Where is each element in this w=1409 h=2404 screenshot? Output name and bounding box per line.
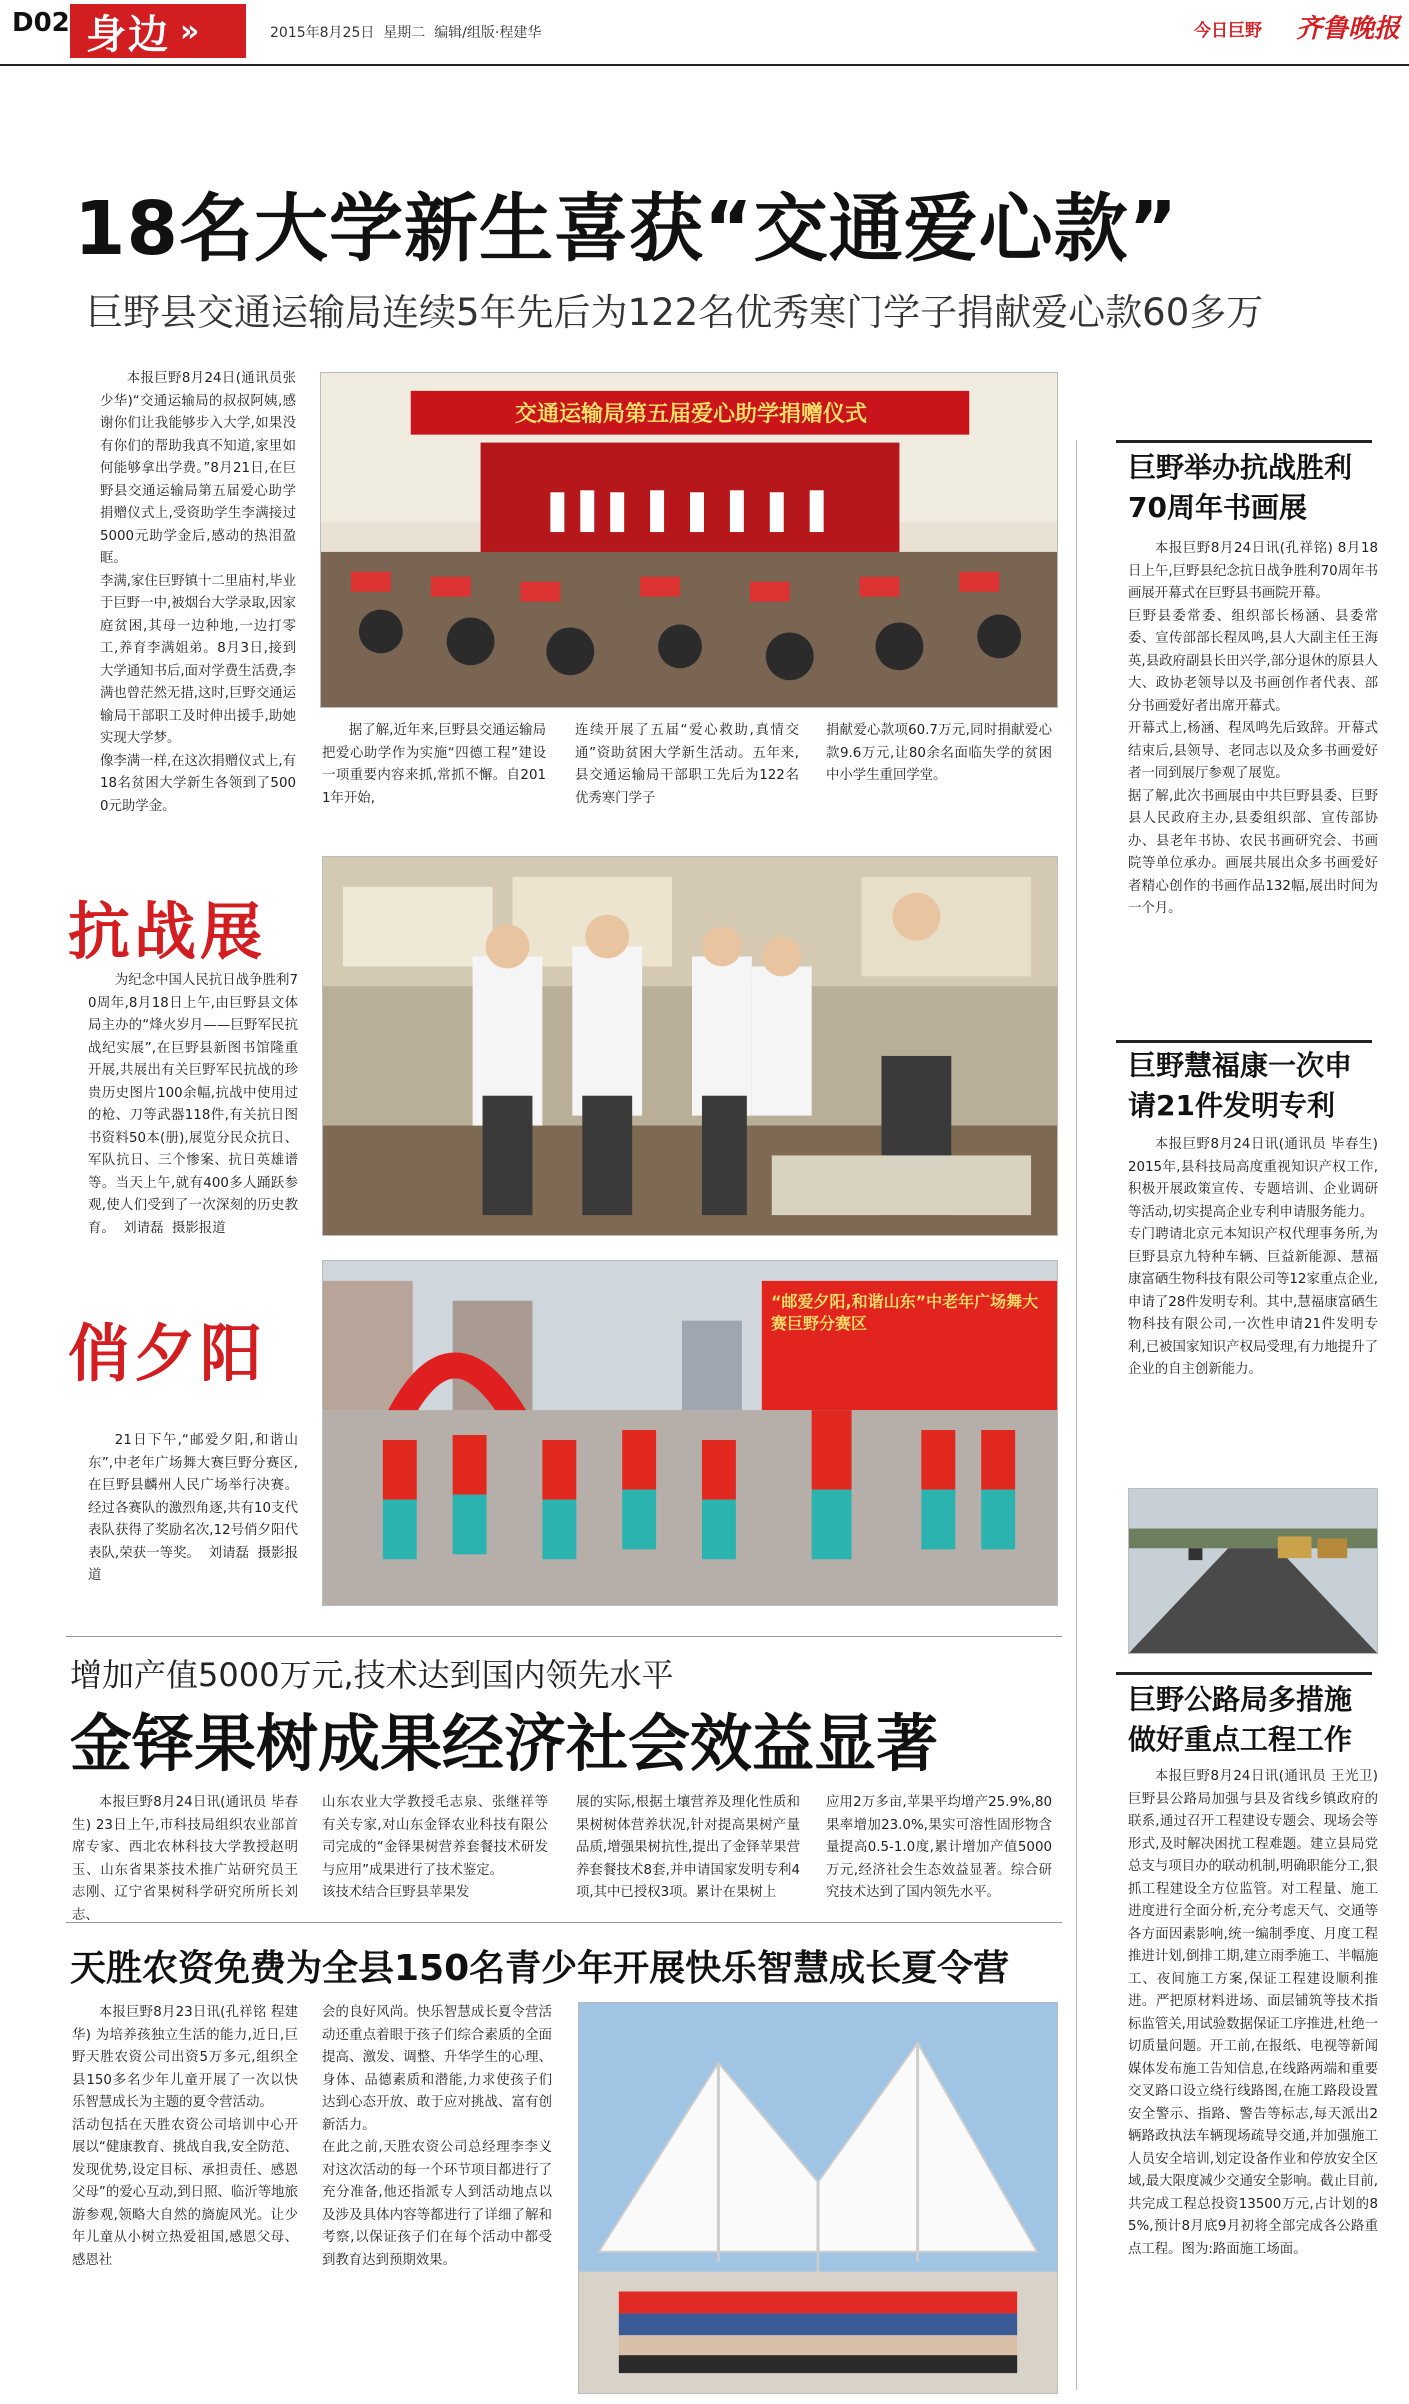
road-photo [1128, 1488, 1378, 1654]
exhibit-photo [322, 856, 1058, 1236]
fruit-top-rule [66, 1636, 1062, 1637]
fruit-col-4: 应用2万多亩,苹果平均增产25.9%,80果率增加23.0%,果实可溶性固形物含量提高0.5-1.0度,累计增加产值5000万元,经济社会生态效益显著。综合研究技术达到了国内领先水平。 [826, 1795, 1052, 1900]
donation-photo-banner: 交通运输局第五届爱心助学捐赠仪式 [514, 402, 867, 427]
side-road-title: 巨野公路局多措施做好重点工程工作 [1128, 1683, 1353, 1756]
exhibit-title: 抗战展 [68, 895, 267, 968]
brand-logo: 齐鲁晚报 [1296, 14, 1401, 44]
side-patent-text: 本报巨野8月24日讯(通讯员 毕春生) 2015年,县科技局高度重视知识产权工作,积极开展政策宣传、专题培训、企业调研等活动,切实提高企业专利申请服务能力。 专门聘请北京元本知识产权代理事务所,为巨野县京九特种车辆、巨益新能源、慧福康富硒生物科技有限公司等12家重点企业,申请了28件发明专利。其中,慧福康富硒生物科技有限公司,一次性申请21件发明专利,已被国家知识产权局受理,有力地提升了企业的自主创新能力。 [1128, 1137, 1378, 1377]
dance-photo-banner: “邮爱夕阳,和谐山东”中老年广场舞大赛巨野分赛区 [771, 1292, 1039, 1333]
section-tag [70, 4, 246, 58]
dance-photo [322, 1260, 1058, 1606]
side-road-rule [1116, 1672, 1372, 1675]
side-patent-title: 巨野慧福康一次申请21件发明专利 [1128, 1049, 1353, 1122]
sunset-title: 俏夕阳 [68, 1317, 267, 1390]
fruit-col-2: 山东农业大学教授毛志泉、张继祥等有关专家,对山东金铎农业科技有限公司完成的“金铎果树营养套餐技术研发与应用”成果进行了技术鉴定。 该技术结合巨野县苹果发 [322, 1795, 548, 1900]
side-exhibit-title: 巨野举办抗战胜利70周年书画展 [1128, 451, 1353, 524]
side-patent-rule [1116, 1040, 1372, 1043]
camp-col-1: 本报巨野8月23日讯(孔祥铭 程建华) 为培养孩独立生活的能力,近日,巨野天胜农资公司出资5万多元,组织全县150多名少年儿童开展了一次以快乐智慧成长为主题的夏令营活动。 活动包括在天胜农资公司培训中心开展以“健康教育、挑战自我,安全防范、发现优势,设定目标、承担责任、感恩父母”的爱心互动,到日照、临沂等地旅游参观,领略大自然的旖旎风光。让少年儿童从小树立热爱祖国,感恩父母、感恩社 [72, 2005, 298, 2268]
exhibit-text: 为纪念中国人民抗日战争胜利70周年,8月18日上午,由巨野县文体局主办的“烽火岁月——巨野军民抗战纪实展”,在巨野县新图书馆隆重开展,共展出有关巨野军民抗战的珍贵历史图片100余幅,抗战中使用过的枪、刀等武器118件,有关抗日图书资料50本(册),展览分民众抗日、军队抗日、三个惨案、抗日英雄谱等。当天上午,就有400多人踊跃参观,使人们受到了一次深刻的历史教育。 刘请磊 摄影报道 [88, 973, 298, 1236]
fruit-kicker: 增加产值5000万元,技术达到国内领先水平 [70, 1656, 674, 1694]
lead-col-3: 连续开展了五届“爱心救助,真情交通”资助贫困大学新生活动。五年来,县交通运输局干部职工先后为122名优秀寒门学子 [575, 723, 799, 806]
lead-col-1: 本报巨野8月24日(通讯员张少华)“交通运输局的叔叔阿姨,感谢你们让我能够步入大学,如果没有你们的帮助我真不知道,家里如何能够拿出学费。”8月21日,在巨野县交通运输局第五届爱心助学捐赠仪式上,受资助学生李满接过5000元助学金后,感动的热泪盈眶。 李满,家住巨野镇十二里庙村,毕业于巨野一中,被烟台大学录取,因家庭贫困,其母一边种地,一边打零工,养育李满姐弟。8月3日,接到大学通知书后,面对学费生活费,李满也曾茫然无措,这时,巨野交通运输局干部职工及时伸出援手,助她实现大学梦。 像李满一样,在这次捐赠仪式上,有18名贫困大学新生各领到了5000元助学金。 [100, 371, 296, 814]
lead-col-4: 捐献爱心款项60.7万元,同时捐献爱心款9.6万元,让80余名面临失学的贫困中小学生重回学堂。 [826, 723, 1052, 783]
camp-photo [578, 2002, 1058, 2394]
brand-small: 今日巨野 [1194, 21, 1262, 41]
section-label: 身边 [86, 11, 170, 58]
chevron-right-icon: » [180, 13, 200, 49]
sunset-text: 21日下午,“邮爱夕阳,和谐山东”,中老年广场舞大赛巨野分赛区,在巨野县麟州人民广场举行决赛。经过各赛队的激烈角逐,共有10支代表队获得了奖励名次,12号俏夕阳代表队,荣获一等奖。 刘请磊 摄影报道 [88, 1433, 298, 1583]
fruit-title: 金铎果树成果经济社会效益显著 [70, 1707, 939, 1780]
lead-title: 18名大学新生喜获“交通爱心款” [74, 186, 1179, 272]
fruit-col-1: 本报巨野8月24日讯(通讯员 毕春生) 23日上午,市科技局组织农业部首席专家、西北农林科技大学教授赵明玉、山东省果茶技术推广站研究员王志刚、辽宁省果树科学研究所所长刘志、 [72, 1795, 298, 1923]
fruit-col-3: 展的实际,根据土壤营养及理化性质和果树树体营养状况,针对提高果树产量品质,增强果树抗性,提出了金铎苹果营养套餐技术8套,并申请国家发明专利4项,其中已授权3项。累计在果树上 [576, 1795, 800, 1900]
side-road-text: 本报巨野8月24日讯(通讯员 王光卫) 巨野县公路局加强与县及省线乡镇政府的联系,通过召开工程建设专题会、现场会等形式,及时解决困扰工程难题。建立县局党总支与项目办的联动机制,明确职能分工,狠抓工程建设全方位监管。对工程量、施工进度进行全面分析,充分考虑天气、交通等各方面因素影响,统一编制季度、月度工程推进计划,倒排工期,建立雨季施工、半幅施工、夜间施工方案,保证工程建设顺利推进。严把原材料进场、面层铺筑等技术指标监管关,用试验数据保证工序推进,杜绝一切质量问题。开工前,在报纸、电视等新闻媒体发布施工告知信息,在线路两端和重要交叉路口设立绕行线路图,在施工路段设置安全警示、指路、警告等标志,每天派出2辆路政执法车辆现场疏导交通,并加强施工人员安全培训,划定设备作业和停放安全区域,最大限度减少交通安全影响。截止目前,共完成工程总投资13500万元,占计划的85%,预计8月底9月初将全部完成各公路重点工程。图为:路面施工场面。 [1128, 1769, 1383, 2257]
sidebar-divider [1076, 440, 1077, 2390]
lead-subtitle: 巨野县交通运输局连续5年先后为122名优秀寒门学子捐献爱心款60多万 [86, 291, 1264, 334]
header-rule [0, 64, 1409, 66]
lead-col-2: 据了解,近年来,巨野县交通运输局把爱心助学作为实施“四德工程”建设一项重要内容来抓,常抓不懈。自2011年开始, [322, 723, 546, 806]
fruit-bottom-rule [66, 1922, 1062, 1923]
camp-title: 天胜农资免费为全县150名青少年开展快乐智慧成长夏令营 [70, 1948, 1010, 1989]
side-exhibit-text: 本报巨野8月24日讯(孔祥铭) 8月18日上午,巨野县纪念抗日战争胜利70周年书画展开幕式在巨野县书画院开幕。 巨野县委常委、组织部长杨涵、县委常委、宣传部部长程凤鸣,县人大副主任王海英,县政府副县长田兴学,部分退休的原县人大、政协老领导以及书画创作者代表、部分书画爱好者出席开幕式。 开幕式上,杨涵、程凤鸣先后致辞。开幕式结束后,县领导、老同志以及众多书画爱好者一同到展厅参观了展览。 据了解,此次书画展由中共巨野县委、巨野县人民政府主办,县委组织部、宣传部协办、县老年书协、农民书画研究会、书画院等单位承办。画展共展出众多书画爱好者精心创作的书画作品132幅,展出时间为一个月。 [1128, 541, 1378, 916]
side-exhibit-rule [1116, 440, 1372, 443]
camp-col-2: 会的良好风尚。快乐智慧成长夏令营活动还重点着眼于孩子们综合素质的全面提高、激发、调整、升华学生的心理、身体、品德素质和潜能,力求使孩子们达到心态开放、敢于应对挑战、富有创新活力。 在此之前,天胜农资公司总经理李李义对这次活动的每一个环节项目都进行了充分准备,他还指派专人到活动地点以及涉及具体内容等都进行了详细了解和考察,以保证孩子们在每个活动中都受到教育达到预期效果。 [322, 2005, 552, 2268]
donation-photo [320, 372, 1058, 708]
date-line: 2015年8月25日 星期二 编辑/组版·程建华 [270, 25, 542, 41]
page-number: D02 [12, 8, 70, 38]
